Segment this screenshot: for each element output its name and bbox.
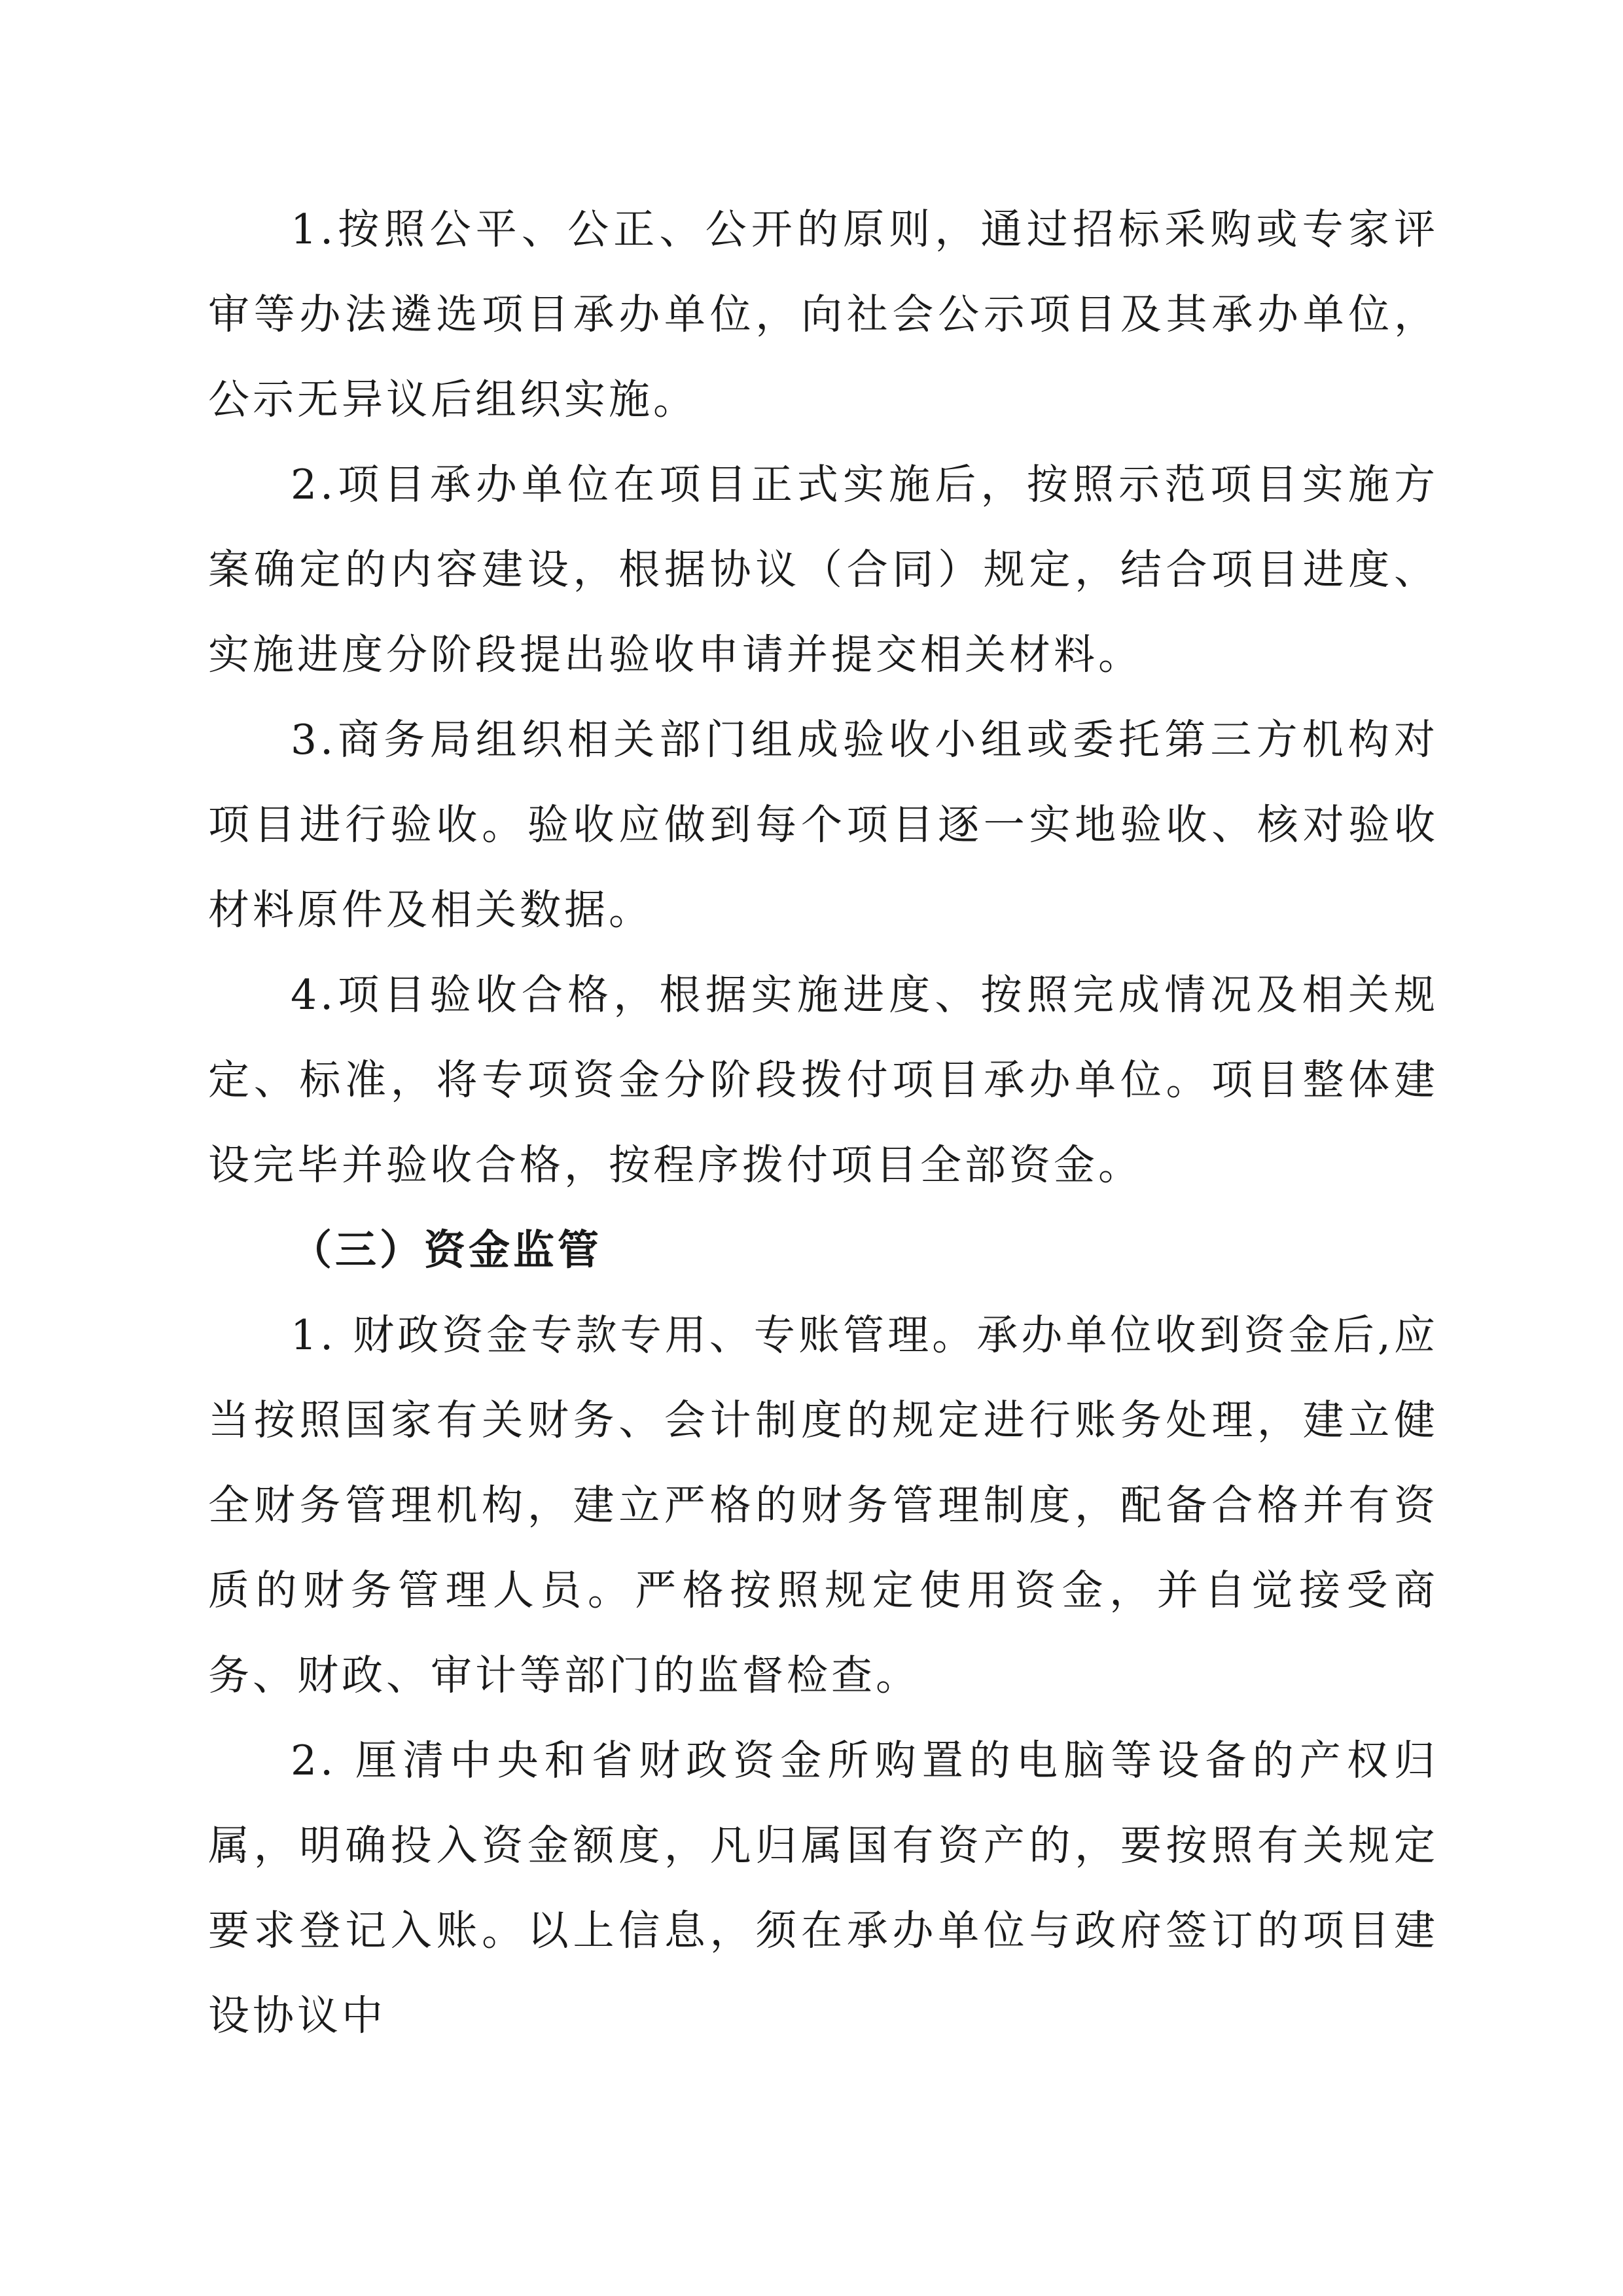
paragraph-1: 1.按照公平、公正、公开的原则，通过招标采购或专家评审等办法遴选项目承办单位，向社会公示项目及其承办单位，公示无异议后组织实施。 [208, 205, 1438, 423]
paragraph-2: 2.项目承办单位在项目正式实施后，按照示范项目实施方案确定的内容建设，根据协议（合同）规定，结合项目进度、实施进度分阶段提出验收申请并提交相关材料。 [208, 461, 1438, 679]
section-heading-fund-supervision: （三）资金监管 [291, 1226, 602, 1274]
paragraph-4: 4.项目验收合格，根据实施进度、按照完成情况及相关规定、标准，将专项资金分阶段拨付项目承办单位。项目整体建设完毕并验收合格，按程序拨付项目全部资金。 [208, 971, 1438, 1189]
paragraph-3: 3.商务局组织相关部门组成验收小组或委托第三方机构对项目进行验收。验收应做到每个项目逐一实地验收、核对验收材料原件及相关数据。 [208, 716, 1438, 934]
paragraph-6: 2. 厘清中央和省财政资金所购置的电脑等设备的产权归属，明确投入资金额度，凡归属国有资产的，要按照有关规定要求登记入账。以上信息，须在承办单位与政府签订的项目建设协议中 [208, 1737, 1438, 2040]
document-body [208, 187, 1438, 2058]
paragraph-5: 1. 财政资金专款专用、专账管理。承办单位收到资金后,应当按照国家有关财务、会计制度的规定进行账务处理，建立健全财务管理机构，建立严格的财务管理制度，配备合格并有资质的财务管理人员。严格按照规定使用资金，并自觉接受商务、财政、审计等部门的监督检查。 [208, 1311, 1438, 1699]
